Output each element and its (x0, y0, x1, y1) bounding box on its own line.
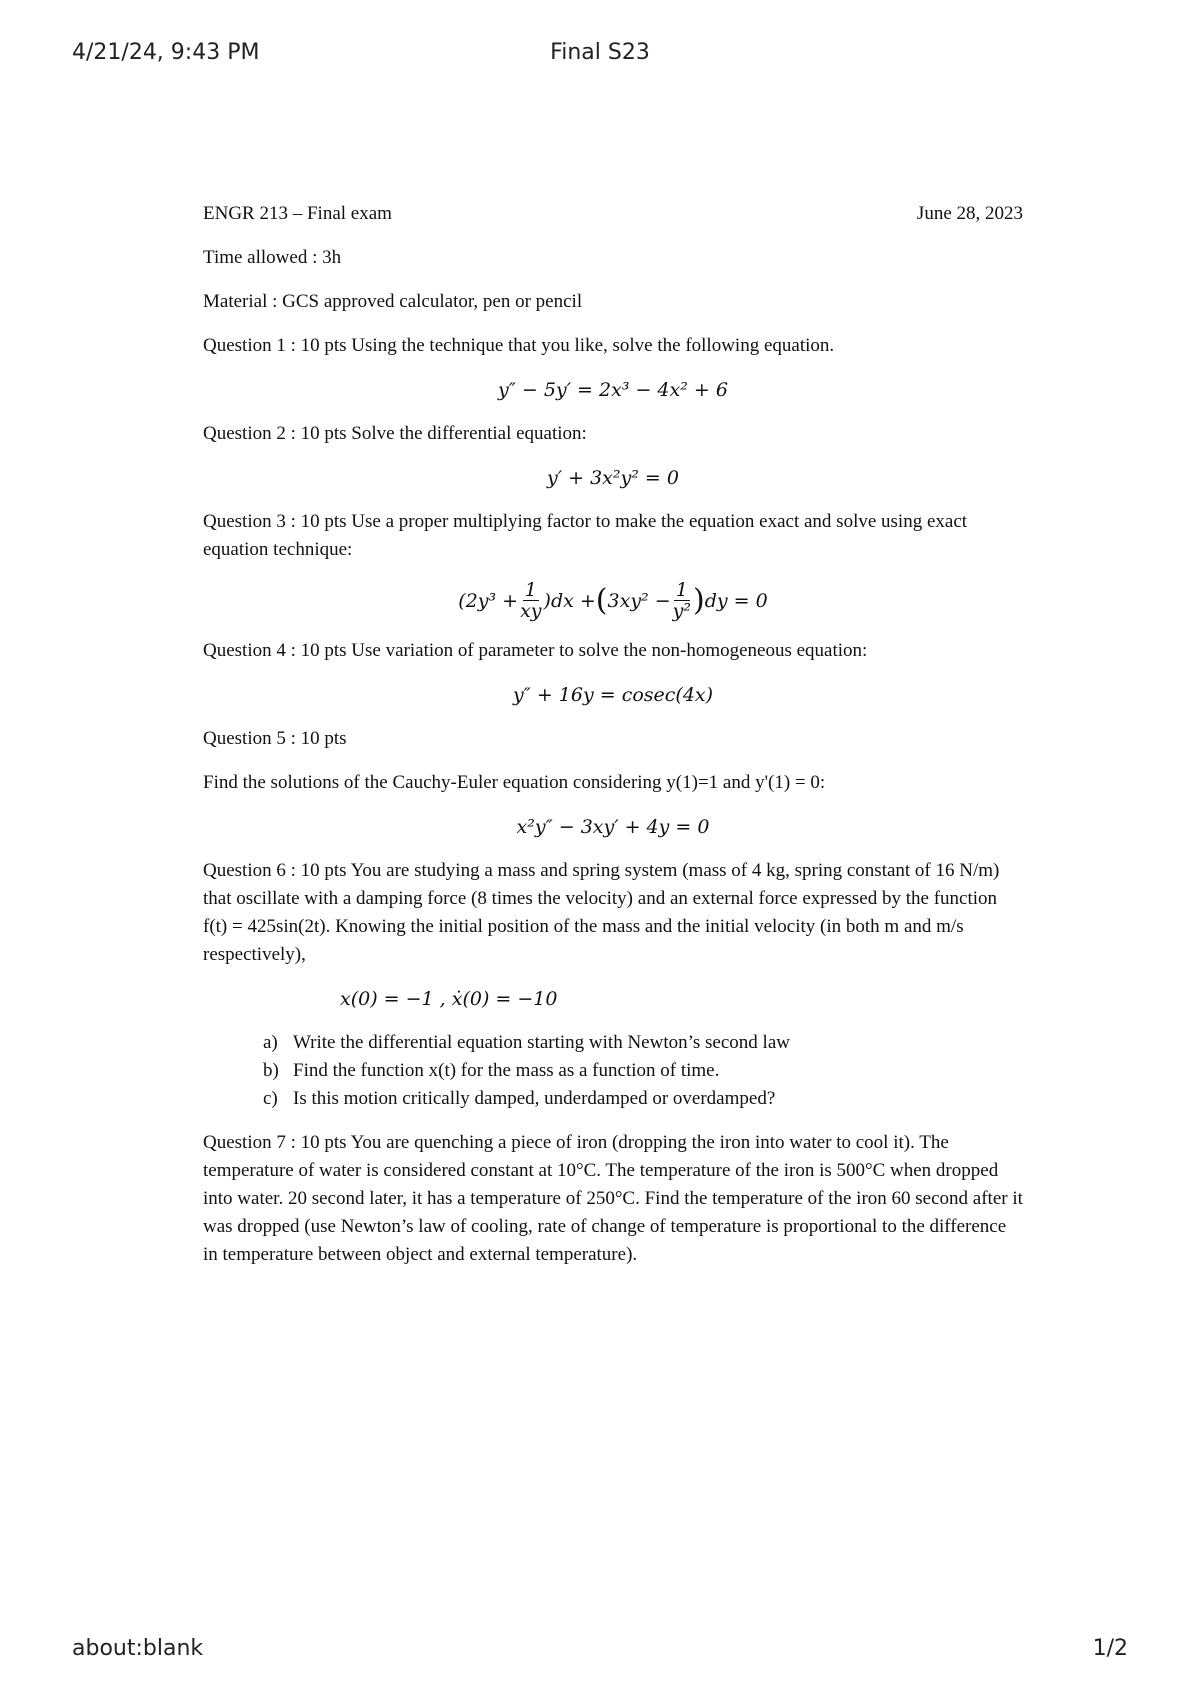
list-item (263, 1057, 1023, 1085)
print-title: Final S23 (550, 40, 650, 65)
eq3-part-a: (2y³ + (458, 589, 519, 612)
material-allowed: Material : GCS approved calculator, pen or pencil (203, 291, 583, 312)
question-7-text: Question 7 : 10 pts You are quenching a piece of iron (dropping the iron into water to cool it). The temperature of water is considered constant at 10°C. The temperature of the iron is 500°C when dropped into water. 20 second later, it has a temperature of 250°C. Find the temperature of the iron 60 second after it was dropped (use Newton’s law of cooling, rate of change of temperature is proportional to the difference in temperature between object and external temperature). (203, 1132, 1023, 1265)
eq3-fraction-1-denominator: xy (520, 600, 542, 622)
question-6-text: Question 6 : 10 pts You are studying a mass and spring system (mass of 4 kg, spring constant of 16 N/m) that oscillate with a damping force (8 times the velocity) and an external force expressed by the function f(t) = 425sin(2t). Knowing the initial position of the mass and the initial velocity (in both m and m/s respectively), (203, 860, 1000, 965)
eq3-part-d: dy = 0 (704, 589, 768, 612)
eq3-fraction-2 (673, 580, 691, 621)
question-5-text: Find the solutions of the Cauchy-Euler equation considering y(1)=1 and y'(1) = 0: (203, 772, 826, 793)
question-5-title: Question 5 : 10 pts (203, 728, 347, 749)
eq3-paren-close: ) (693, 582, 705, 618)
list-item (263, 1029, 1023, 1057)
eq3-fraction-2-numerator: 1 (675, 579, 688, 601)
print-header (72, 40, 1128, 65)
part-text: Is this motion critically damped, underdamped or overdamped? (293, 1088, 776, 1109)
eq3-paren-open: ( (595, 582, 608, 618)
question-3-equation (203, 580, 1023, 621)
exam-document (203, 200, 1023, 1285)
question-4-text: Question 4 : 10 pts Use variation of parameter to solve the non-homogeneous equation: (203, 640, 868, 661)
question-6-parts (203, 1029, 1023, 1113)
print-footer (72, 1636, 1128, 1661)
print-url: about:blank (72, 1636, 204, 1661)
eq3-fraction-2-denominator: y² (672, 600, 691, 622)
exam-date: June 28, 2023 (916, 203, 1023, 224)
question-6-initial-conditions: x(0) = −1 , ẋ(0) = −10 (340, 988, 558, 1010)
part-marker: b) (263, 1060, 279, 1081)
eq3-fraction-1-numerator: 1 (524, 579, 537, 601)
print-datetime: 4/21/24, 9:43 PM (72, 40, 260, 65)
part-marker: c) (263, 1088, 278, 1109)
question-3-text: Question 3 : 10 pts Use a proper multiplying factor to make the equation exact and solve using exact equation technique: (203, 511, 968, 560)
list-item (263, 1085, 1023, 1113)
question-1-text: Question 1 : 10 pts Using the technique that you like, solve the following equation. (203, 335, 835, 356)
part-text: Find the function x(t) for the mass as a function of time. (293, 1060, 720, 1081)
eq3-part-c: 3xy² − (607, 589, 671, 612)
time-allowed: Time allowed : 3h (203, 247, 342, 268)
part-text: Write the differential equation starting with Newton’s second law (293, 1032, 790, 1053)
question-2-equation: y′ + 3x²y² = 0 (547, 467, 679, 489)
question-1-equation: y″ − 5y′ = 2x³ − 4x² + 6 (498, 379, 728, 401)
course-title: ENGR 213 – Final exam (203, 203, 392, 224)
print-page-number: 1/2 (1092, 1636, 1128, 1661)
eq3-part-b: )dx + (543, 589, 596, 612)
question-5-equation: x²y″ − 3xy′ + 4y = 0 (516, 816, 710, 838)
eq3-fraction-1 (520, 580, 541, 621)
part-marker: a) (263, 1032, 278, 1053)
question-2-text: Question 2 : 10 pts Solve the differential equation: (203, 423, 587, 444)
question-4-equation: y″ + 16y = cosec(4x) (512, 684, 714, 706)
exam-header-row (203, 200, 1023, 228)
